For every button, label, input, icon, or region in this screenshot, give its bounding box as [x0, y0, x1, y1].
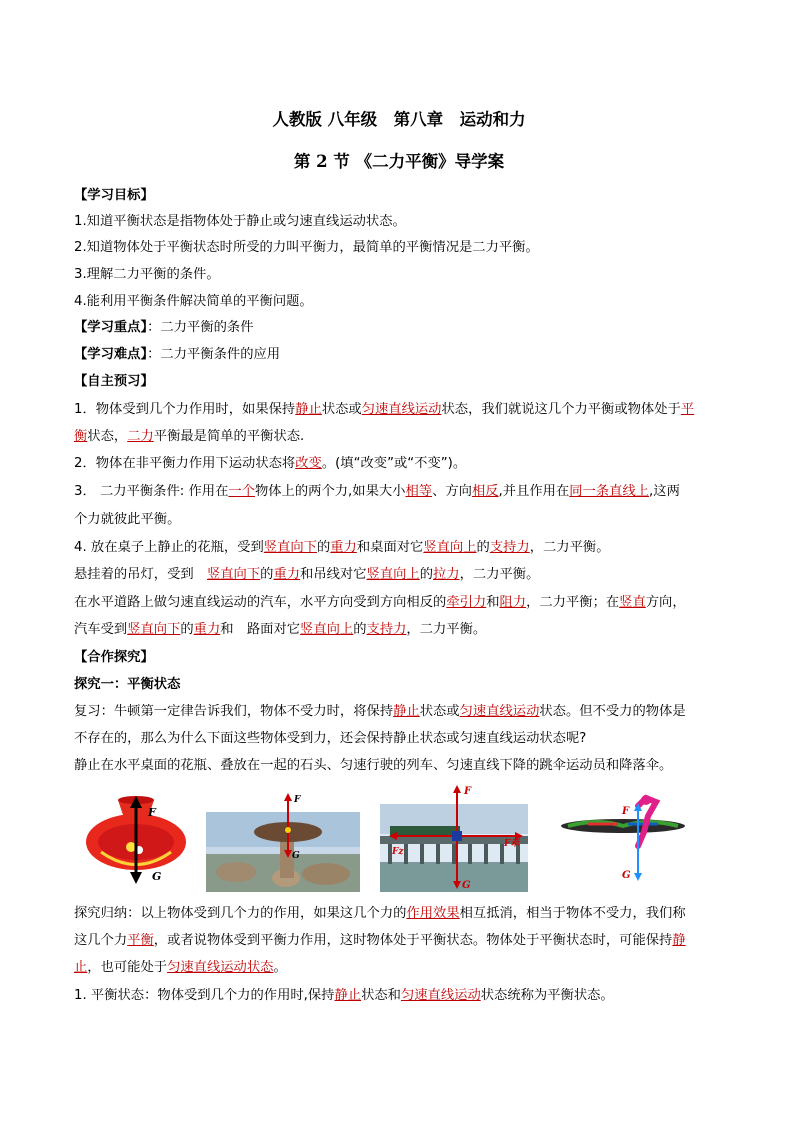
- coop-header: 【合作探究】: [74, 650, 154, 665]
- force-label-F: F: [464, 786, 472, 797]
- parachute-force-diagram: [548, 794, 698, 894]
- answer-blank: 重力: [193, 622, 221, 637]
- answer-blank: 一个: [228, 484, 255, 499]
- answer-blank: 静止: [295, 402, 322, 417]
- key-text: ：二力平衡的条件: [147, 320, 254, 335]
- preview-q3-line1: 3． 二力平衡条件: 作用在一个物体上的两个力,如果大小相等、方向相反,并且作用在同一条直线上,这两: [74, 484, 680, 499]
- page-title: 人教版 八年级 第八章 运动和力: [272, 110, 526, 129]
- answer-blank: 静止: [334, 988, 362, 1003]
- summary-line3: 止，也可能处于匀速直线运动状态。: [74, 960, 287, 975]
- preview-q4-car-line2: 汽车受到竖直向下的重力和 路面对它竖直向上的支持力，二力平衡。: [74, 622, 487, 637]
- answer-blank: 竖直向下: [127, 622, 181, 637]
- answer-blank: 匀速直线运动: [400, 988, 481, 1003]
- difficulty-line: [74, 347, 724, 363]
- answer-blank: 竖直向上: [423, 540, 477, 555]
- answer-blank: 平衡: [127, 933, 154, 948]
- answer-blank: 衡: [74, 429, 88, 444]
- answer-blank: 相反: [471, 484, 499, 499]
- train-force-diagram: [380, 784, 528, 892]
- force-label-F: F: [622, 806, 630, 817]
- answer-blank: 同一条直线上: [569, 484, 650, 499]
- difficulty-header: 【学习难点】: [74, 347, 148, 362]
- goals-header: 【学习目标】: [74, 188, 154, 203]
- review-line3: 静止在水平桌面的花瓶、叠放在一起的石头、匀速行驶的列车、匀速直线下降的跳伞运动员和降落伞。: [74, 758, 673, 773]
- answer-blank: 支持力: [366, 622, 407, 637]
- preview-q2: 2．物体在非平衡力作用下运动状态将改变。(填“改变”或“不变”)。: [74, 456, 467, 471]
- review-line1: 复习：牛顿第一定律告诉我们，物体不受力时，将保持静止状态或匀速直线运动状态。但不受力的物体是: [74, 704, 686, 719]
- answer-blank: 静: [672, 933, 686, 948]
- force-label-G: G: [622, 870, 631, 881]
- answer-blank: 作用效果: [406, 906, 460, 921]
- answer-blank: 改变: [295, 456, 322, 471]
- preview-q3-line2: 个力就彼此平衡。: [74, 512, 181, 527]
- answer-blank: 支持力: [489, 540, 530, 555]
- answer-blank: 阻力: [499, 595, 527, 610]
- preview-q1-line1: 1．物体受到几个力作用时，如果保持静止状态或匀速直线运动状态，我们就说这几个力平衡或物体处于平: [74, 402, 695, 417]
- key-point-line: [74, 320, 724, 336]
- answer-blank: 静止: [393, 704, 420, 719]
- summary-line1: 探究归纳：以上物体受到几个力的作用，如果这几个力的作用效果相互抵消，相当于物体不受力，我们称: [74, 906, 686, 921]
- answer-blank: 竖直向上: [300, 622, 354, 637]
- key-header: 【学习重点】: [74, 320, 148, 335]
- answer-blank: 竖直向上: [366, 567, 420, 582]
- force-label-G: G: [462, 880, 471, 891]
- preview-q1-line2: 衡状态，二力平衡最是简单的平衡状态.: [74, 429, 305, 444]
- answer-blank: 匀速直线运动状态: [167, 960, 274, 975]
- lesson-title: 第 2 节 《二力平衡》导学案: [293, 152, 505, 171]
- preview-q4-vase: 4. 放在桌子上静止的花瓶，受到竖直向下的重力和桌面对它竖直向上的支持力，二力平衡。: [74, 540, 610, 555]
- answer-blank: 拉力: [433, 567, 460, 582]
- review-line2: 不存在的，那么为什么下面这些物体受到力，还会保持静止状态或匀速直线运动状态呢?: [74, 731, 587, 746]
- preview-q4-car-line1: 在水平道路上做匀速直线运动的汽车，水平方向受到方向相反的牵引力和阻力，二力平衡；在竖直方向，: [74, 595, 686, 610]
- answer-blank: 重力: [273, 567, 301, 582]
- answer-blank: 二力: [127, 429, 154, 444]
- force-label-F-traction: F牵: [504, 839, 520, 849]
- answer-blank: 匀速直线运动: [459, 704, 540, 719]
- answer-blank: 止: [74, 960, 88, 975]
- preview-q4-lamp: 悬挂着的吊灯，受到 竖直向下的重力和吊线对它竖直向上的拉力，二力平衡。: [74, 567, 540, 582]
- stones-force-diagram: [206, 792, 360, 892]
- answer-blank: 平: [680, 402, 695, 417]
- force-label-F: F: [148, 806, 156, 819]
- force-label-F: F: [294, 795, 301, 805]
- answer-blank: 相等: [405, 484, 433, 499]
- answer-blank: 重力: [330, 540, 357, 555]
- goal-item-3: 3.理解二力平衡的条件。: [74, 267, 220, 282]
- summary-line2: 这几个力平衡，或者说物体受到平衡力作用，这时物体处于平衡状态。物体处于平衡状态时，可能保持静: [74, 933, 686, 948]
- goal-item-1: 1.知道平衡状态是指物体处于静止或匀速直线运动状态。: [74, 214, 406, 229]
- answer-blank: 牵引力: [446, 595, 487, 610]
- force-label-G: G: [152, 870, 162, 883]
- force-label-G: G: [292, 851, 300, 861]
- goal-item-2: 2.知道物体处于平衡状态时所受的力叫平衡力，最简单的平衡情况是二力平衡。: [74, 240, 539, 255]
- preview-header: 【自主预习】: [74, 374, 154, 389]
- vase-force-diagram: [76, 792, 196, 892]
- goal-item-4: 4.能利用平衡条件解决简单的平衡问题。: [74, 294, 313, 309]
- force-label-F-resistance: Fz: [392, 847, 404, 857]
- answer-blank: 竖直向下: [263, 540, 317, 555]
- answer-blank: 竖直向下: [206, 567, 261, 582]
- explore1-title: 探究一：平衡状态: [74, 677, 181, 692]
- definition-line: 1. 平衡状态：物体受到几个力的作用时,保持静止状态和匀速直线运动状态统称为平衡状态。: [74, 988, 614, 1003]
- difficulty-text: ：二力平衡条件的应用: [147, 347, 281, 362]
- answer-blank: 匀速直线运动: [361, 402, 442, 417]
- answer-blank: 竖直: [619, 595, 646, 610]
